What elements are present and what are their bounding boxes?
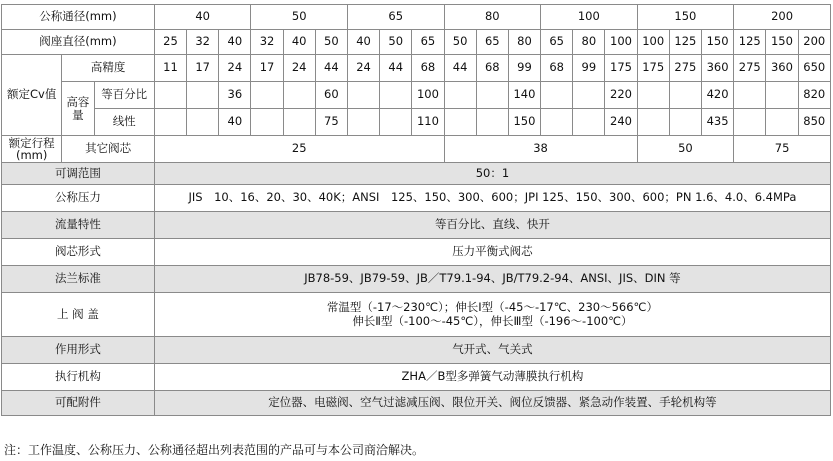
eq-cell (283, 82, 315, 109)
label-adjustable-range: 可调范围 (2, 163, 155, 185)
seat-cell: 32 (187, 30, 219, 55)
hp-cell: 68 (412, 55, 444, 82)
dn-cell: 40 (154, 5, 251, 30)
label-action-type: 作用形式 (2, 337, 155, 364)
dn-cell: 100 (541, 5, 638, 30)
row-cv-linear (2, 109, 831, 136)
eq-cell (347, 82, 379, 109)
hp-cell: 99 (508, 55, 540, 82)
value-flange-standard: JB78-59、JB79-59、JB／T79.1-94、JB/T79.2-94、ANSI、JIS、DIN 等 (154, 266, 830, 293)
label-high-precision: 高精度 (62, 55, 155, 82)
hp-cell: 68 (476, 55, 508, 82)
value-core-type: 压力平衡式阀芯 (154, 239, 830, 266)
seat-cell: 80 (573, 30, 605, 55)
row-accessories (2, 391, 831, 416)
seat-cell: 32 (251, 30, 283, 55)
eq-cell (637, 82, 669, 109)
stroke-cell: 25 (154, 136, 444, 163)
dn-cell: 200 (734, 5, 831, 30)
linear-cell (541, 109, 573, 136)
eq-cell (573, 82, 605, 109)
linear-cell (187, 109, 219, 136)
eq-cell: 140 (508, 82, 540, 109)
eq-cell (444, 82, 476, 109)
seat-cell: 125 (734, 30, 766, 55)
row-action-type (2, 337, 831, 364)
footnote: 注：工作温度、公称压力、公称通径超出列表范围的产品可与本公司商洽解决。 (4, 443, 425, 457)
stroke-cell: 50 (637, 136, 734, 163)
label-rated-stroke: 额定行程(mm) (2, 136, 62, 163)
hp-cell: 44 (315, 55, 347, 82)
seat-cell: 100 (637, 30, 669, 55)
dn-cell: 65 (347, 5, 444, 30)
linear-cell (283, 109, 315, 136)
eq-cell (380, 82, 412, 109)
dn-cell: 50 (251, 5, 348, 30)
bonnet-line-2: 伸长Ⅱ型（-100～-45℃），伸长Ⅲ型（-196～-100℃） (352, 313, 633, 328)
row-cv-high-precision (2, 55, 831, 82)
seat-cell: 50 (315, 30, 347, 55)
eq-cell (669, 82, 701, 109)
seat-cell: 80 (508, 30, 540, 55)
hp-cell: 24 (347, 55, 379, 82)
eq-cell (541, 82, 573, 109)
eq-cell: 420 (701, 82, 733, 109)
eq-cell: 36 (219, 82, 251, 109)
hp-cell: 24 (219, 55, 251, 82)
linear-cell: 850 (798, 109, 831, 136)
label-accessories: 可配附件 (2, 391, 155, 416)
eq-cell: 820 (798, 82, 831, 109)
label-other-core: 其它阀芯 (62, 136, 155, 163)
value-accessories: 定位器、电磁阀、空气过滤减压阀、限位开关、阀位反馈器、紧急动作装置、手轮机构等 (154, 391, 830, 416)
dn-cell: 80 (444, 5, 541, 30)
row-actuator (2, 364, 831, 391)
value-action-type: 气开式、气关式 (154, 337, 830, 364)
label-actuator: 执行机构 (2, 364, 155, 391)
hp-cell: 11 (154, 55, 186, 82)
eq-cell (766, 82, 798, 109)
value-adjustable-range: 50：1 (154, 163, 830, 185)
hp-cell: 175 (637, 55, 669, 82)
stroke-cell: 38 (444, 136, 637, 163)
label-bonnet: 上 阀 盖 (2, 293, 155, 337)
seat-cell: 40 (219, 30, 251, 55)
row-seat-diameter (2, 30, 831, 55)
linear-cell: 435 (701, 109, 733, 136)
seat-cell: 150 (766, 30, 798, 55)
row-adjustable-range (2, 163, 831, 185)
label-seat-diameter: 阀座直径(mm) (2, 30, 155, 55)
row-nominal-pressure (2, 185, 831, 212)
linear-cell (669, 109, 701, 136)
hp-cell: 44 (380, 55, 412, 82)
label-flow-characteristic: 流量特性 (2, 212, 155, 239)
row-cv-equal-percent (2, 82, 831, 109)
label-core-type: 阀芯形式 (2, 239, 155, 266)
seat-cell: 50 (380, 30, 412, 55)
seat-cell: 200 (798, 30, 831, 55)
hp-cell: 360 (766, 55, 798, 82)
row-core-type (2, 239, 831, 266)
seat-cell: 65 (412, 30, 444, 55)
hp-cell: 24 (283, 55, 315, 82)
eq-cell: 60 (315, 82, 347, 109)
label-nominal-pressure: 公称压力 (2, 185, 155, 212)
eq-cell (734, 82, 766, 109)
hp-cell: 175 (605, 55, 637, 82)
linear-cell: 40 (219, 109, 251, 136)
row-flange-standard (2, 266, 831, 293)
hp-cell: 275 (669, 55, 701, 82)
seat-cell: 150 (701, 30, 733, 55)
linear-cell (637, 109, 669, 136)
row-flow-characteristic (2, 212, 831, 239)
linear-cell (444, 109, 476, 136)
seat-cell: 50 (444, 30, 476, 55)
seat-cell: 40 (283, 30, 315, 55)
hp-cell: 650 (798, 55, 831, 82)
value-flow-characteristic: 等百分比、直线、快开 (154, 212, 830, 239)
dn-cell: 150 (637, 5, 734, 30)
seat-cell: 25 (154, 30, 186, 55)
seat-cell: 100 (605, 30, 637, 55)
hp-cell: 68 (541, 55, 573, 82)
value-nominal-pressure: JIS 10、16、20、30、40K；ANSI 125、150、300、600；JPI 125、150、300、600；PN 1.6、4.0、6.4MPa (154, 185, 830, 212)
hp-cell: 99 (573, 55, 605, 82)
linear-cell (766, 109, 798, 136)
linear-cell: 75 (315, 109, 347, 136)
label-equal-percent: 等百分比 (94, 82, 154, 109)
spec-table (1, 4, 831, 416)
linear-cell (734, 109, 766, 136)
linear-cell (154, 109, 186, 136)
eq-cell (187, 82, 219, 109)
eq-cell (251, 82, 283, 109)
stroke-cell: 75 (734, 136, 831, 163)
linear-cell (380, 109, 412, 136)
label-rated-cv: 额定Cv值 (2, 55, 62, 136)
hp-cell: 17 (251, 55, 283, 82)
seat-cell: 65 (541, 30, 573, 55)
value-bonnet (154, 293, 830, 337)
label-nominal-diameter: 公称通径(mm) (2, 5, 155, 30)
linear-cell (347, 109, 379, 136)
linear-cell (251, 109, 283, 136)
linear-cell: 110 (412, 109, 444, 136)
label-linear: 线性 (94, 109, 154, 136)
value-actuator: ZHA／B型多弹簧气动薄膜执行机构 (154, 364, 830, 391)
eq-cell (154, 82, 186, 109)
row-rated-stroke (2, 136, 831, 163)
eq-cell (476, 82, 508, 109)
linear-cell (476, 109, 508, 136)
seat-cell: 40 (347, 30, 379, 55)
label-flange-standard: 法兰标准 (2, 266, 155, 293)
linear-cell: 240 (605, 109, 637, 136)
linear-cell (573, 109, 605, 136)
eq-cell: 220 (605, 82, 637, 109)
seat-cell: 65 (476, 30, 508, 55)
row-bonnet (2, 293, 831, 337)
label-high-capacity: 高容量 (62, 82, 94, 136)
hp-cell: 360 (701, 55, 733, 82)
linear-cell: 150 (508, 109, 540, 136)
eq-cell: 100 (412, 82, 444, 109)
hp-cell: 275 (734, 55, 766, 82)
bonnet-line-1: 常温型（-17～230℃）；伸长Ⅰ型（-45～-17℃、230～566℃） (326, 300, 658, 315)
hp-cell: 44 (444, 55, 476, 82)
seat-cell: 125 (669, 30, 701, 55)
row-nominal-diameter (2, 5, 831, 30)
hp-cell: 17 (187, 55, 219, 82)
